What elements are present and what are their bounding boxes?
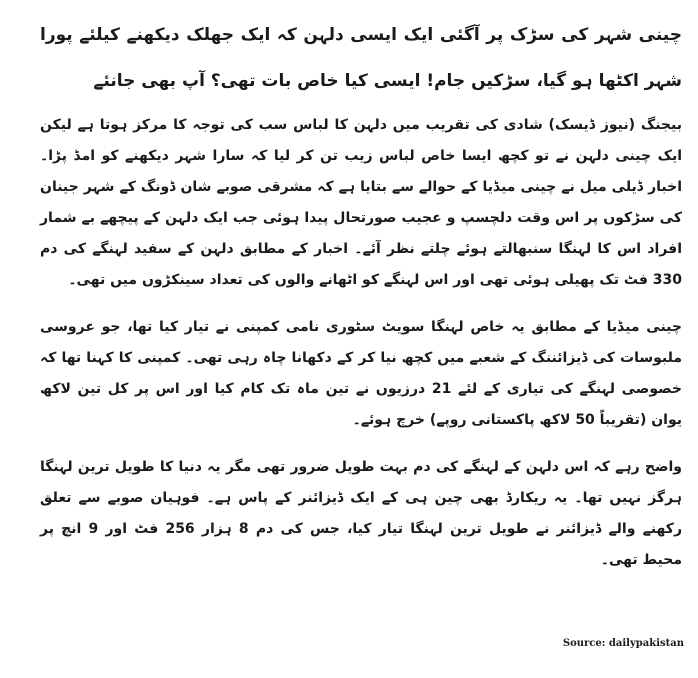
- article-paragraph-2: چینی میڈیا کے مطابق یہ خاص لہنگا سویٹ سٹوری نامی کمپنی نے تیار کیا تھا، جو عروسی ملبوسات کی ڈیزائننگ کے شعبے میں کچھ نیا کر کے دکھانا چاہ رہی تھی۔ کمپنی کا کہنا تھا کہ خصوصی لہنگے کی تیاری کے لئے 21 درزیوں نے تین ماہ تک کام کیا اور اس پر کل تین لاکھ یوان (تقریباً 50 لاکھ پاکستانی روپے) خرچ ہوئے۔: [40, 319, 682, 428]
- news-article: [40, 12, 682, 592]
- article-paragraph-1: بیجنگ (نیوز ڈیسک) شادی کی تقریب میں دلہن کا لباس سب کی توجہ کا مرکز ہوتا ہے لیکن ایک چینی دلہن نے تو کچھ ایسا خاص لباس زیب تن کر لیا کہ سارا شہر دیکھنے کو امڈ پڑا۔ اخبار ڈیلی میل نے چینی میڈیا کے حوالے سے بتایا ہے کہ مشرقی صوبے شان ڈونگ کے شہر جینان کی سڑکوں پر اس وقت دلچسپ و عجیب صورتحال پیدا ہوئی جب ایک دلہن کے پیچھے بے شمار افراد اس کا لہنگا سنبھالتے ہوئے چلتے نظر آئے۔ اخبار کے مطابق دلہن کے سفید لہنگے کی دم 330 فٹ تک پھیلی ہوئی تھی اور اس لہنگے کو اٹھانے والوں کی تعداد سینکڑوں میں تھی۔: [40, 117, 682, 288]
- article-headline: چینی شہر کی سڑک پر آگئی ایک ایسی دلہن کہ ایک جھلک دیکھنے کیلئے پورا شہر اکٹھا ہو گیا، سڑکیں جام! ایسی کیا خاص بات تھی؟ آپ بھی جانئے: [40, 25, 682, 91]
- article-paragraph-3: واضح رہے کہ اس دلہن کے لہنگے کی دم بہت طویل ضرور تھی مگر یہ دنیا کا طویل ترین لہنگا ہرگز نہیں تھا۔ یہ ریکارڈ بھی چین ہی کے ایک ڈیزائنر کے پاس ہے۔ فوہیان صوبے سے تعلق رکھنے والے ڈیزائنر نے طویل ترین لہنگا تیار کیا، جس کی دم 8 ہزار 256 فٹ اور 9 انچ پر محیط تھی۔: [40, 459, 683, 568]
- article-source: Source: dailypakistan: [562, 638, 684, 649]
